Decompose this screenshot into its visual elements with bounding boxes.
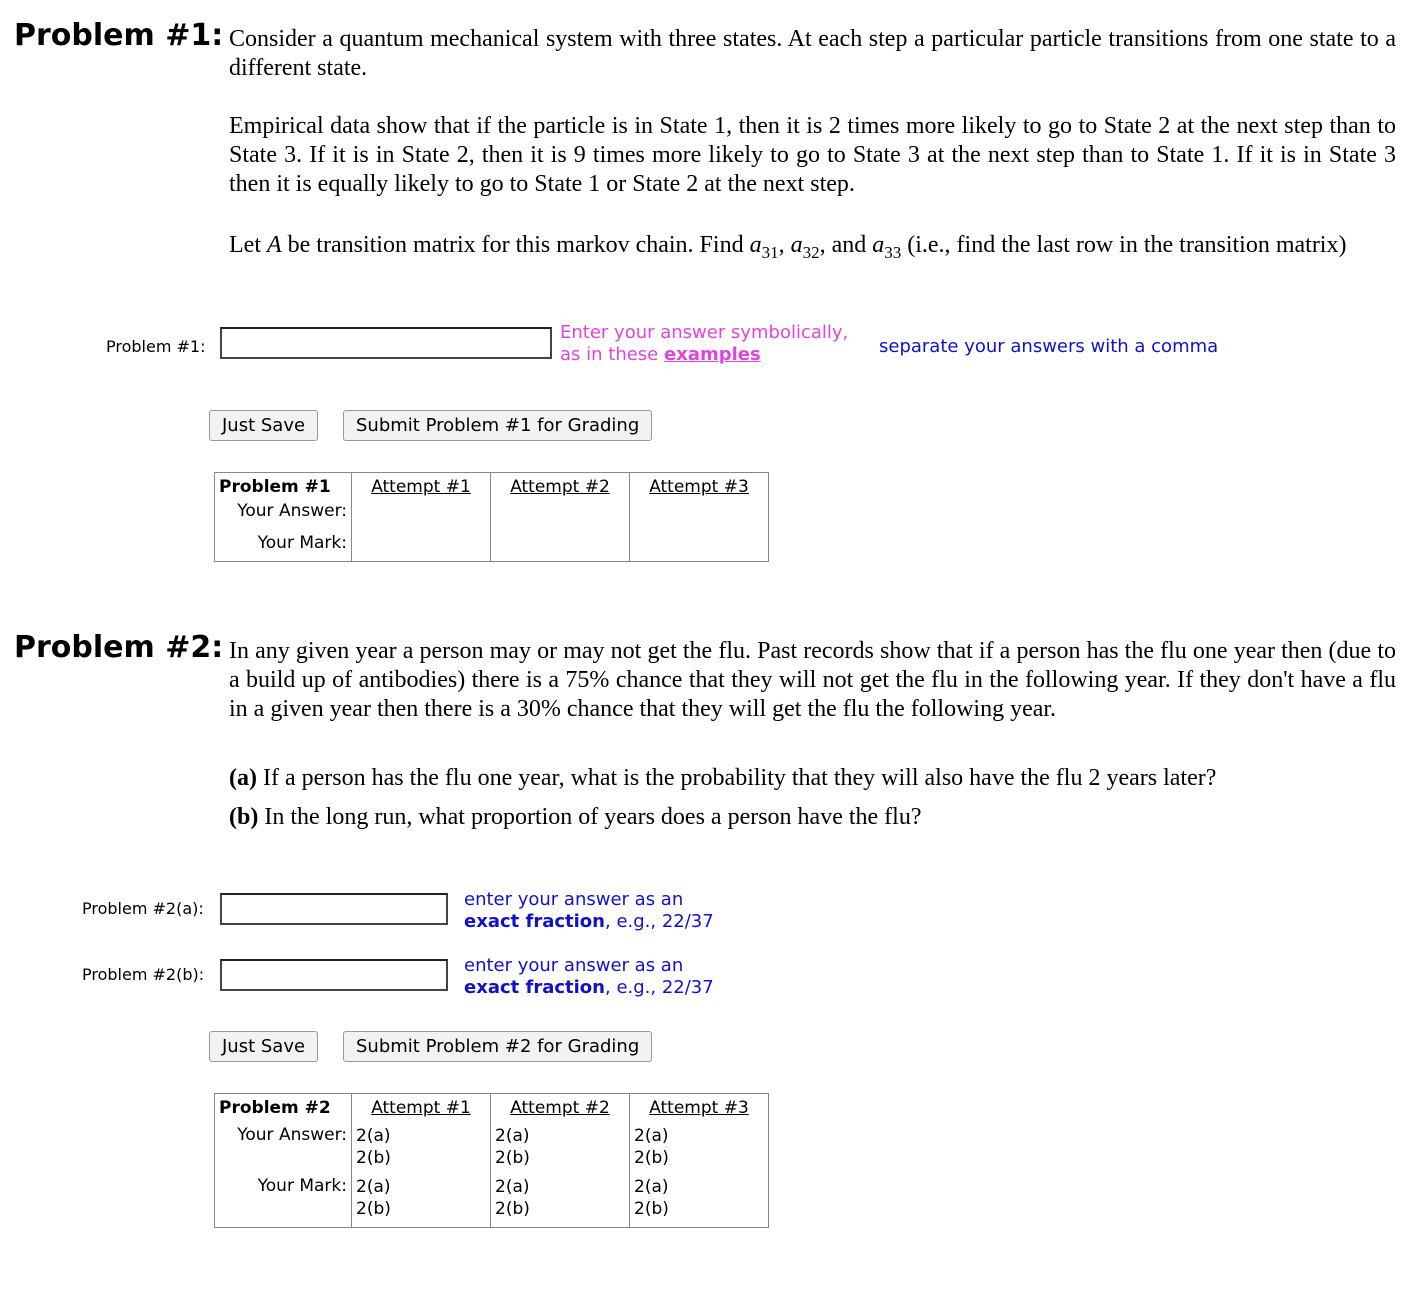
- problem-1-hint-comma: separate your answers with a comma: [879, 336, 1219, 357]
- problem-2-attempt-2-link[interactable]: Attempt #2: [491, 1094, 630, 1123]
- problem-1-answer-input[interactable]: [220, 327, 552, 359]
- problem-1-your-mark-label: Your Mark:: [257, 533, 347, 554]
- problem-1-title: Problem #1:: [14, 18, 224, 53]
- problem-1-hint-symbolic: Enter your answer symbolically, as in these examples: [560, 322, 849, 365]
- problem-2-para-1: In any given year a person may or may not get the flu. Past records show that if a person has the flu one year then (due to a build up of antibodies) there is a 75% chance that they will not get the flu in the following year. If they don't have a flu in a given year then there is a 30% chance that they will get the flu the following year.: [229, 638, 1396, 722]
- problem-2-attempt-2-mark: 2(a) 2(b): [491, 1176, 630, 1228]
- problem-2b-answer-input[interactable]: [220, 959, 448, 991]
- problem-2-attempt-3-answer: 2(a) 2(b): [630, 1122, 769, 1176]
- problem-2-question-b: (b) In the long run, what proportion of years does a person have the flu?: [229, 804, 922, 830]
- problem-2-table-head: Problem #2: [219, 1098, 331, 1118]
- problem-2-attempt-2-answer: 2(a) 2(b): [491, 1122, 630, 1176]
- problem-1-attempt-2-link[interactable]: Attempt #2: [491, 473, 630, 502]
- problem-1-para-2: Empirical data show that if the particle is in State 1, then it is 2 times more likely to go to State 2 at the next step than to State 3. If it is in State 2, then it is 9 times more likely to go to State 3 at the next step than to State 1. If it is in State 3 then it is equally likely to go to State 1 or State 2 at the next step.: [229, 113, 1396, 197]
- problem-2-attempt-1-mark: 2(a) 2(b): [352, 1176, 491, 1228]
- problem-1-text: [229, 25, 1396, 262]
- problem-1-just-save-button[interactable]: Just Save: [209, 410, 318, 441]
- problem-1-para-3: Let A be transition matrix for this markov chain. Find $a_{31}$, $a_{32}$, and $a_{33}$ (i.e., find the last row in the transition matrix): [229, 232, 1347, 262]
- problem-2b-hint: enter your answer as an exact fraction, e.g., 22/37: [464, 955, 714, 998]
- problem-2-title: Problem #2:: [14, 630, 224, 665]
- problem-2-your-answer-label: Your Answer:: [237, 1125, 347, 1145]
- problem-2-attempts-table: [214, 1093, 769, 1228]
- problem-1-submit-button[interactable]: Submit Problem #1 for Grading: [343, 410, 652, 441]
- problem-2-attempt-3-mark: 2(a) 2(b): [630, 1176, 769, 1228]
- problem-1-attempt-3-link[interactable]: Attempt #3: [630, 473, 769, 502]
- problem-1-table-head: Problem #1: [219, 477, 331, 497]
- problem-2-attempt-1-answer: 2(a) 2(b): [352, 1122, 491, 1176]
- problem-1-attempts-table: [214, 472, 769, 562]
- problem-2-submit-button[interactable]: Submit Problem #2 for Grading: [343, 1031, 652, 1062]
- problem-2b-input-label: Problem #2(b):: [82, 965, 205, 984]
- problem-1-your-answer-label: Your Answer:: [237, 501, 347, 522]
- problem-2-text: [229, 637, 1396, 724]
- problem-2a-hint: enter your answer as an exact fraction, e.g., 22/37: [464, 889, 714, 932]
- problem-1-para-1: Consider a quantum mechanical system with three states. At each step a particular particle transitions from one state to a different state.: [229, 26, 1396, 81]
- problem-2a-answer-input[interactable]: [220, 893, 448, 925]
- problem-2a-input-label: Problem #2(a):: [82, 899, 204, 918]
- problem-1-input-label: Problem #1:: [106, 337, 206, 356]
- problem-1-attempt-1-link[interactable]: Attempt #1: [352, 473, 491, 502]
- problem-2-just-save-button[interactable]: Just Save: [209, 1031, 318, 1062]
- examples-link[interactable]: examples: [664, 344, 761, 365]
- problem-2-question-a: (a) If a person has the flu one year, what is the probability that they will also have the flu 2 years later?: [229, 765, 1217, 791]
- problem-2-attempt-3-link[interactable]: Attempt #3: [630, 1094, 769, 1123]
- problem-2-your-mark-label: Your Mark:: [257, 1176, 347, 1196]
- problem-2-attempt-1-link[interactable]: Attempt #1: [352, 1094, 491, 1123]
